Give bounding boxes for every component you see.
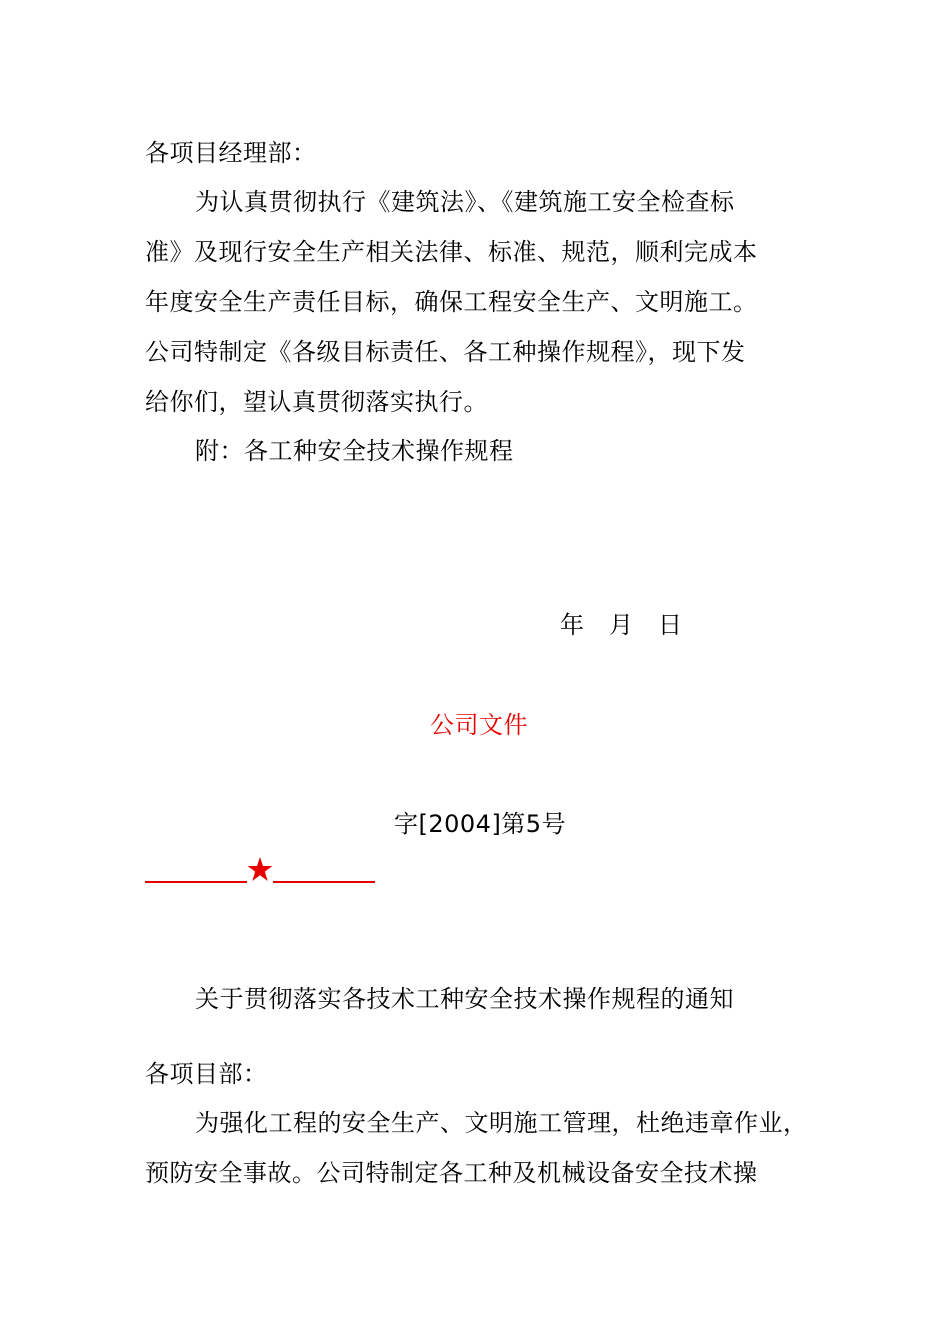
- divider-line-left: [145, 881, 247, 883]
- divider-line-right: [273, 881, 375, 883]
- salutation-project-departments: 各项目部：: [145, 1060, 268, 1088]
- salutation-project-managers: 各项目经理部：: [145, 139, 317, 167]
- body-line: 为强化工程的安全生产、文明施工管理，杜绝违章作业，: [195, 1109, 808, 1137]
- body-line: 公司特制定《各级目标责任、各工种操作规程》，现下发: [145, 338, 746, 366]
- body-line: 准》及现行安全生产相关法律、标准、规范，顺利完成本: [145, 238, 758, 266]
- body-line: 为认真贯彻执行《建筑法》、《建筑施工安全检查标: [195, 188, 735, 216]
- body-line: 预防安全事故。公司特制定各工种及机械设备安全技术操: [145, 1159, 758, 1187]
- red-divider: [145, 856, 375, 886]
- body-line: 年度安全生产责任目标，确保工程安全生产、文明施工。: [145, 288, 758, 316]
- date-line: 年 月 日: [560, 611, 683, 639]
- star-icon: [247, 856, 273, 882]
- document-number: 字[2004]第5号: [394, 810, 567, 838]
- company-file-heading: 公司文件: [430, 711, 528, 739]
- body-line: 给你们，望认真贯彻落实执行。: [145, 388, 488, 416]
- notice-title: 关于贯彻落实各技术工种安全技术操作规程的通知: [195, 985, 734, 1013]
- attachment-note: 附：各工种安全技术操作规程: [195, 437, 514, 465]
